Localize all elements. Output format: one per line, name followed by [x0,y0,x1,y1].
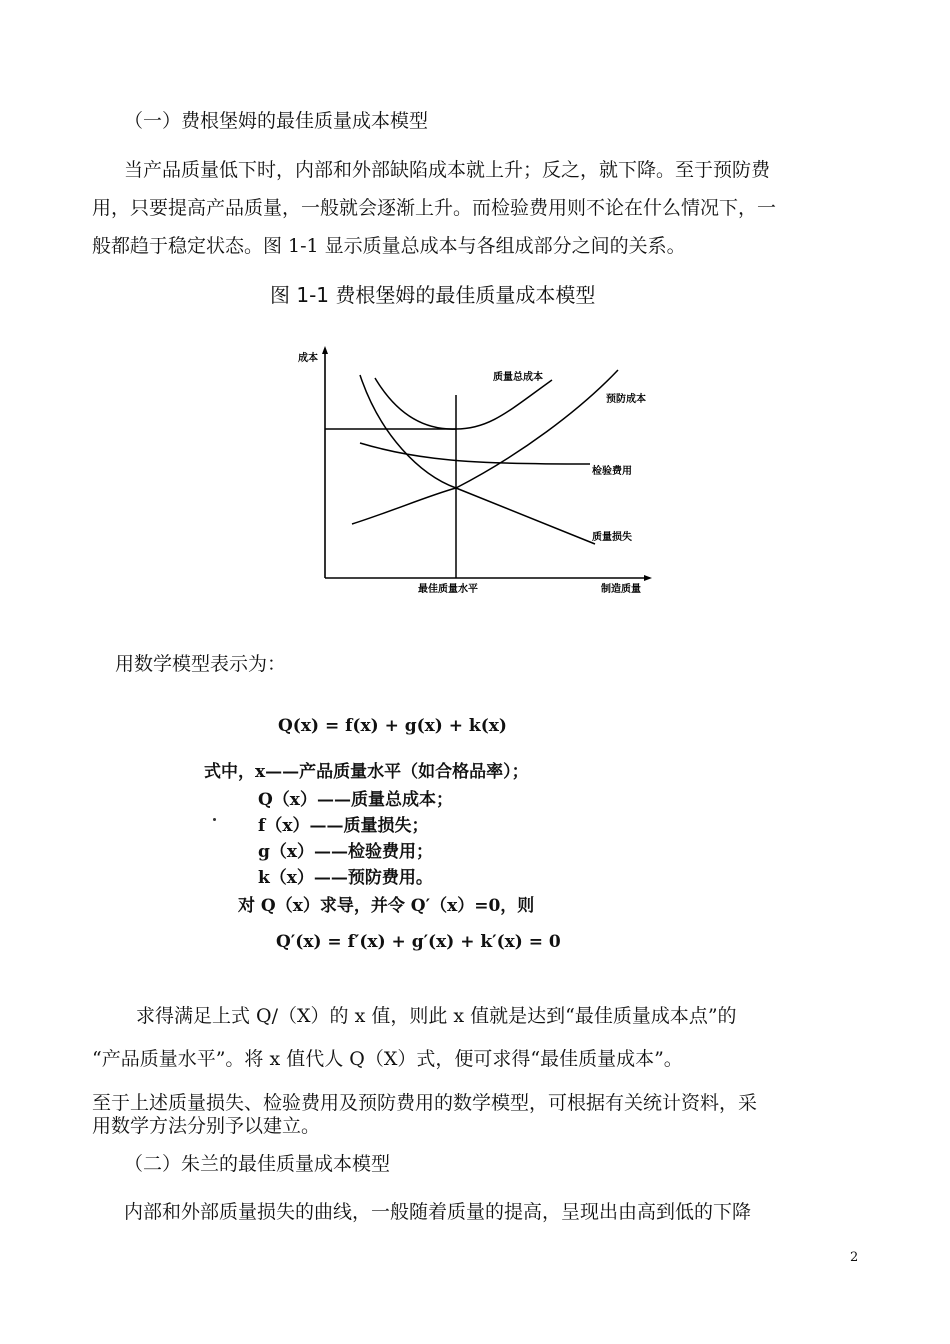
paragraph-3-line-2: 用数学方法分别予以建立。 [92,1115,321,1137]
prevention-cost-curve [352,370,618,524]
x-definition: x——产品质量水平（如合格品率）； [255,762,529,782]
paragraph-2-line-1: 求得满足上式 Q/（X）的 x 值，则此 x 值就是达到“最佳质量成本点”的 [136,1005,737,1027]
formula-derivative: Q′(x) = f′(x) + g′(x) + k′(x) = 0 [276,932,561,952]
paragraph-2-line-2: “产品质量水平”。将 x 值代人 Q（X）式，便可求得“最佳质量成本”。 [92,1048,683,1070]
paragraph-3-line-1: 至于上述质量损失、检验费用及预防费用的数学模型，可根据有关统计资料，采 [92,1092,758,1114]
page-number: 2 [850,1250,859,1265]
quality-cost-chart [290,340,660,600]
paragraph-1-line-2: 用，只要提高产品质量，一般就会逐渐上升。而检验费用则不论在什么情况下，一 [92,197,777,219]
label-total-cost: 质量总成本 [493,372,543,383]
formula-g-definition: g（x）——检验费用； [258,842,434,862]
inspection-cost-curve [360,443,590,464]
stray-dot [213,818,216,821]
formula-derive: 对 Q（x）求导，并令 Q′（x）=0，则 [238,896,535,916]
math-intro: 用数学模型表示为： [115,653,287,675]
label-inspection-cost: 检验费用 [592,466,632,477]
total-cost-curve [375,378,552,429]
label-prevention-cost: 预防成本 [606,394,646,405]
formula-k-definition: k（x）——预防费用。 [258,868,433,888]
x-axis-arrow [644,575,652,581]
where-prefix: 式中， [204,762,255,782]
paragraph-4: 内部和外部质量损失的曲线，一般随着质量的提高，呈现出由高到低的下降 [124,1201,752,1223]
section-heading-2: （二）朱兰的最佳质量成本模型 [124,1153,391,1175]
formula-q-definition: Q（x）——质量总成本； [258,790,453,810]
quality-loss-curve [360,375,595,544]
y-axis-label: 成本 [298,353,318,364]
formula-where-x [204,757,529,782]
paragraph-1-line-3: 般都趋于稳定状态。图 1-1 显示质量总成本与各组成部分之间的关系。 [92,235,686,257]
x-label-optimal-level: 最佳质量水平 [418,584,478,595]
paragraph-1-line-1: 当产品质量低下时，内部和外部缺陷成本就上升；反之，就下降。至于预防费 [124,159,771,181]
label-quality-loss: 质量损失 [592,532,632,543]
x-axis-label: 制造质量 [601,584,641,595]
formula-main: Q(x) = f(x) + g(x) + k(x) [278,716,507,736]
y-axis-arrow [322,346,328,354]
figure-caption: 图 1-1 费根堡姆的最佳质量成本模型 [270,283,596,307]
formula-f-definition: f（x）——质量损失； [258,816,429,836]
section-heading-1: （一）费根堡姆的最佳质量成本模型 [124,110,429,132]
